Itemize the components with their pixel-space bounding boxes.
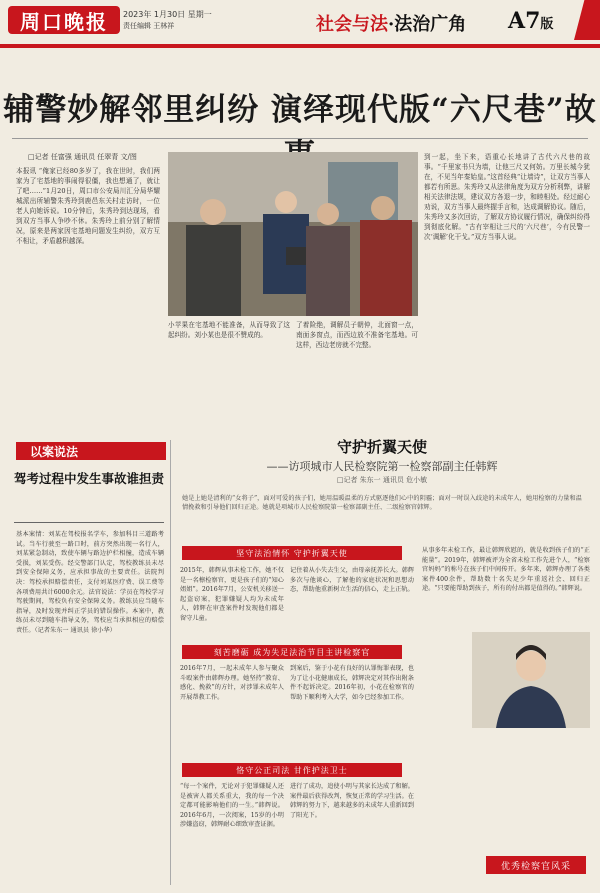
story2-byline: □记者 朱东一 通讯员 危小敏 xyxy=(336,476,428,484)
story1-byline: □记者 任富强 通讯员 任翠青 文/图 xyxy=(28,153,137,161)
column-tag: 优秀检察官风采 xyxy=(486,856,586,874)
section-separator: · xyxy=(388,14,395,35)
page-number xyxy=(508,8,553,34)
story1-column-1: 本报讯 “俺家已经80多岁了，我在世时，我们两家为了宅基地的事闹得很僵，我也想通了，就让了吧……”1月20日，周口市公安局川汇分局华耀城派出所辅警朱秀玲到鹿邑东关村走访时，一位老人向她诉说。10分钟后，朱秀玲到达现场，看到双方当事人争吵不休。朱秀玲上前分别了解情况，原来是两家因宅基地问题发生纠纷，双方互不相让，矛盾越积越深。 xyxy=(16,167,160,245)
sidebar-divider xyxy=(14,522,164,523)
section-title xyxy=(316,10,466,36)
column-divider xyxy=(170,440,171,885)
page-number-value: A7 xyxy=(508,8,541,34)
portrait-illustration xyxy=(472,632,590,728)
section-heading-3: 恪守公正司法 甘作护法卫士 xyxy=(182,763,402,777)
date-line: 2023年 1月30日 星期一 xyxy=(123,10,212,19)
section3-column-b: 进行了成功，追使小明与其家长达成了和解。案件最后获得改判，恢复正常的学习生活。在韩辉的努力下，越来越多的未成年人重新回到了阳光下。 xyxy=(290,783,414,819)
section3-column-a: “每一个案件，无论对于犯罪嫌疑人还是被害人都关系重大，我的每一个决定都可能影响他们的一生。”韩辉说。2016年6月，一次阅案，15岁的小明涉嫌盗窃，韩辉耐心细致审查证据。 xyxy=(180,783,284,829)
story1-column-3: 了着险绝，调解员子朝仲，北面窗一点，南面多窗点，而西边放不准备宅基地。可这样，西边老房就不完整。 xyxy=(296,321,418,349)
section2-column-b: 到案后，鉴于小花有良好的认罪悔罪表现，也为了让小花健康成长，韩辉决定对其作出附条件不起诉决定。2016年初，小花在检察官的帮助下顺利考入大学，如今已经参加工作。 xyxy=(290,665,414,701)
newspaper-logo: 周口晚报 xyxy=(8,6,120,34)
story1-column-2: 小苹果在宅基地不能准备，从而导致了这起纠纷。刘小某也是很不赞成的。 xyxy=(168,321,290,339)
main-headline: 辅警妙解邻里纠纷 演绎现代版“六尺巷”故 xyxy=(3,92,597,128)
story1-column-4: 到一起，坐下来，语重心长地讲了古代六尺巷的故事。“千里家书只为墙，让他三尺又何妨。万里长城今犹在，不见当年秦始皇。”这首经典“让墙诗”，让双方当事人都若有所思。朱秀玲又从法律角度为双方分析利弊，讲解相关法律法规，建议双方各退一步，和睦相处。经过耐心劝说，双方当事人最终握手言和，达成调解协议。随后，朱秀玲又多次回访，了解双方协议履行情况，确保纠纷得到彻底化解。“古有宰相让三尺的‘六尺巷’，今有民警一次‘调解’化干戈。”双方当事人说。 xyxy=(424,153,590,241)
story2-right-column: 从事多年未检工作，最让韩辉欣慰的，就是收到孩子们的“正能量”。2019年，韩辉被评为全省未检工作先进个人，“检察官妈妈”的称号在孩子们中间传开。多年来，韩辉办理了各类案件400余件，帮助数十名失足少年重返社会、回归正途。“只要能帮助到孩子，所有的付出都是值得的。”韩辉说。 xyxy=(422,547,590,593)
section-subname: 法治广角 xyxy=(394,14,467,35)
section1-column-a: 2015年，韩辉从事未检工作，她不仅是一名檩检察官，更是孩子们的“知心姐姐”。2016年7月，公安机关移送一起盗窃案，犯罪嫌疑人均为未成年人，韩辉在审查案件时发现他们都是留守儿童。 xyxy=(180,567,284,622)
section1-column-b: 记住着从小失去生父，由母亲抚养长大。韩辉多次与他谈心，了解他的家庭状况和思想动态，帮助他重新树立生活的信心，走上正轨。 xyxy=(290,567,414,594)
editors-line: 责任编辑 王林祥 xyxy=(123,22,175,30)
section2-column-a: 2016年7月，一起未成年人参与聚众斗殴案件由韩辉办理。她坚持“教育、感化、挽救”的方针，对涉罪未成年人开展帮教工作。 xyxy=(180,665,284,701)
headline-divider xyxy=(12,138,588,139)
prosecutor-portrait xyxy=(472,632,590,728)
section-name: 社会与法 xyxy=(316,14,388,35)
photo-illustration xyxy=(168,152,418,316)
section-heading-2: 刻苦磨砺 成为失足法治节目主讲检察官 xyxy=(182,645,402,659)
story2-title: 守护折翼天使 xyxy=(336,438,427,456)
sidebar-body: 基本案情：刘某在驾校报名学车，参加科目三道路考试。当车行驶至一路口时，前方突然出现一名行人，刘某紧急制动，致使车辆与路边护栏相撞，造成车辆受损，刘某受伤。经交警部门认定，驾校教练员未尽到安全保障义务，应承担事故的主要责任。法院判决：驾校承担赔偿责任，支付刘某医疗费、误工费等各项费用共计6000余元。法官说法：学员在驾校学习驾驶期间，驾校负有安全保障义务。教练员应当随车指导，及时发现并纠正学员的错误操作。本案中，教练员未尽到随车指导义务，驾校应当承担相应的赔偿责任。（记者朱东一 通讯员 徐小华） xyxy=(16,531,164,634)
page-number-suffix: 版 xyxy=(540,17,554,32)
story2-lead: 她是上她是清利的“女将子”，面对可爱的孩子们，她用温暖温柔的方式驱逐他们心中的阴霾；面对一时误入歧途的未成年人，她用检察的力量和温情挽救和引导他们回归正途。她就是项城市人民检察院第一检察部副主任、二级检察官韩辉。 xyxy=(182,495,582,511)
sidebar-tag: 以案说法 xyxy=(16,442,166,460)
news-photo xyxy=(168,152,418,316)
section-heading-1: 坚守法治情怀 守护折翼天使 xyxy=(182,546,402,560)
header-rule xyxy=(0,44,600,48)
sidebar-title: 驾考过程中发生事故谁担责 xyxy=(14,471,165,486)
story2-subtitle: ——访项城市人民检察院第一检察部副主任韩辉 xyxy=(266,460,498,473)
